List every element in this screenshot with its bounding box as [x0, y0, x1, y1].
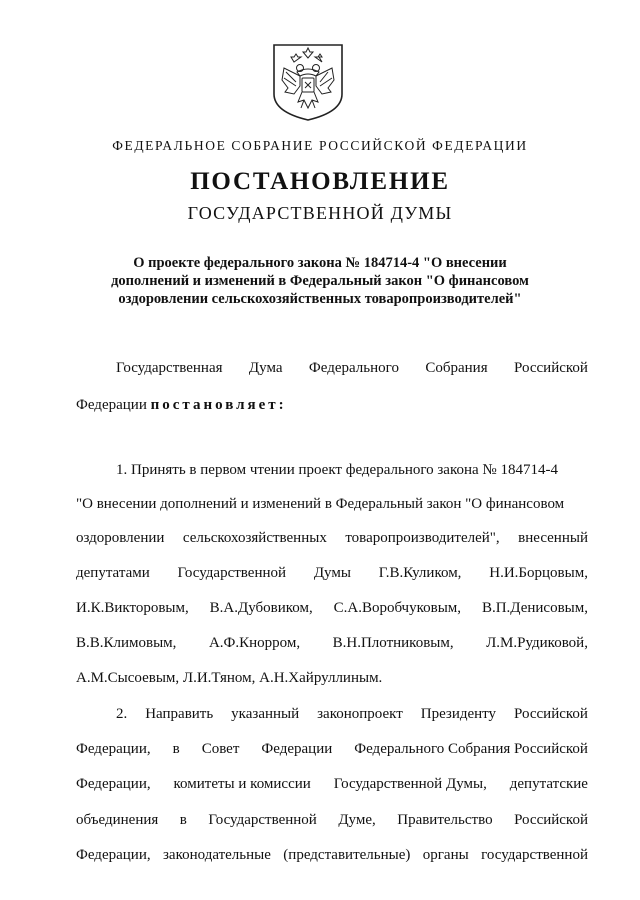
word: законопроект — [317, 706, 403, 722]
word: Федерации, — [76, 847, 151, 863]
word: товаропроизводителей", — [345, 530, 500, 546]
assembly-name: ФЕДЕРАЛЬНОЕ СОБРАНИЕ РОССИЙСКОЙ ФЕДЕРАЦИИ — [112, 138, 528, 153]
subject-line: дополнений и изменений в Федеральный закон "О финансовом — [111, 273, 529, 289]
word: Государственной Думы, — [333, 776, 487, 792]
subject-line: О проекте федерального закона № 184714-4 "О внесении — [133, 255, 507, 271]
item2-line — [76, 741, 588, 758]
word: депутатские — [509, 776, 588, 792]
word: В.П.Денисовым, — [481, 600, 588, 616]
word: сельскохозяйственных — [182, 530, 327, 546]
word: С.А.Воробчуковым, — [333, 600, 462, 616]
word: в — [179, 812, 187, 828]
word: В.А.Дубовиком, — [209, 600, 313, 616]
word: В.Н.Плотниковым, — [332, 635, 454, 651]
word: Думе, — [338, 812, 376, 828]
decree-subtitle: ГОСУДАРСТВЕННОЙ ДУМЫ — [187, 203, 453, 223]
word: Государственная — [116, 360, 223, 376]
preamble-verb: постановляет: — [150, 397, 287, 413]
word: оздоровлении — [76, 530, 165, 546]
word: депутатами — [76, 565, 150, 581]
subject-line: оздоровлении сельскохозяйственных товаропроизводителей" — [118, 291, 522, 307]
word: Правительство — [397, 812, 493, 828]
item2-line — [76, 776, 588, 793]
word: 2. — [116, 706, 128, 722]
word: Российской — [514, 812, 588, 828]
word: Федерального Собрания Российской — [354, 741, 588, 757]
item1-line: А.М.Сысоевым, Л.И.Тяном, А.Н.Хайруллиным. — [76, 670, 383, 686]
word: Президенту — [420, 706, 497, 722]
word: Г.В.Куликом, — [378, 565, 462, 581]
word: указанный — [231, 706, 300, 722]
word: государственной — [481, 847, 588, 863]
item2-line — [76, 847, 588, 864]
word: Российской — [514, 706, 588, 722]
word: в — [172, 741, 180, 757]
word: И.К.Викторовым, — [76, 600, 189, 616]
word: органы — [422, 847, 469, 863]
word: объединения — [76, 812, 159, 828]
word: Российской — [514, 360, 588, 376]
item1-line: "О внесении дополнений и изменений в Федеральный закон "О финансовом — [76, 496, 565, 512]
word: законодательные — [162, 847, 271, 863]
preamble-line — [116, 360, 588, 377]
word: (представительные) — [283, 847, 411, 863]
decree-subject — [80, 254, 560, 308]
word: Государственной — [208, 812, 317, 828]
word: Собрания — [425, 360, 488, 376]
word: В.В.Климовым, — [76, 635, 177, 651]
preamble-text: Федерации — [76, 397, 151, 413]
coat-of-arms-emblem — [270, 42, 346, 122]
word: Л.М.Рудиковой, — [486, 635, 588, 651]
word: Н.И.Борцовым, — [489, 565, 588, 581]
item1-line — [76, 635, 588, 652]
item2-line — [116, 706, 588, 723]
word: комитеты и комиссии — [173, 776, 311, 792]
item1-line — [76, 565, 588, 582]
word: Федерации, — [76, 741, 151, 757]
item1-line: 1. Принять в первом чтении проект федерального закона № 184714-4 — [116, 462, 558, 478]
preamble-line — [76, 397, 287, 414]
word: Совет — [201, 741, 240, 757]
word: Дума — [248, 360, 283, 376]
item1-line — [76, 600, 588, 617]
word: Федерации — [261, 741, 333, 757]
item1-line — [76, 530, 588, 547]
item2-line — [76, 812, 588, 829]
word: внесенный — [518, 530, 588, 546]
word: Федерации, — [76, 776, 151, 792]
word: Государственной — [177, 565, 287, 581]
word: А.Ф.Кнорром, — [208, 635, 301, 651]
word: Направить — [145, 706, 214, 722]
word: Федерального — [308, 360, 399, 376]
word: Думы — [313, 565, 351, 581]
decree-title: ПОСТАНОВЛЕНИЕ — [190, 168, 450, 195]
